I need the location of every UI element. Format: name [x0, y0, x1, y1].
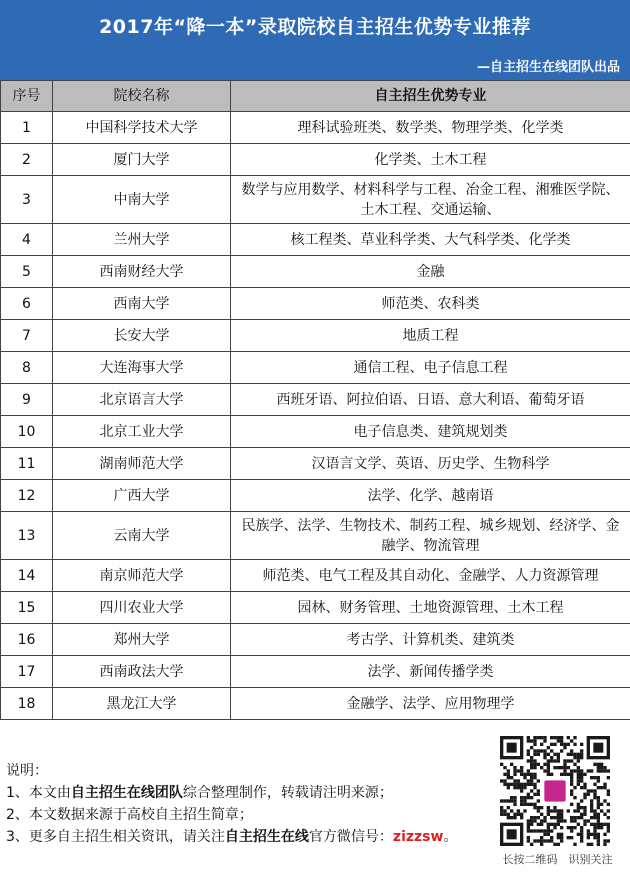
- school-name-cell: 西南政法大学: [53, 656, 231, 688]
- school-name-cell: 云南大学: [53, 512, 231, 560]
- note-3-text-mid: 官方微信号：: [308, 829, 393, 845]
- majors-cell: 地质工程: [231, 320, 630, 352]
- school-name-cell: 厦门大学: [53, 144, 231, 176]
- note-3-text-end: 。: [443, 829, 458, 845]
- school-name-cell: 湖南师范大学: [53, 448, 231, 480]
- table-row: [1, 256, 630, 288]
- table-row: [1, 352, 630, 384]
- table-row: [1, 320, 630, 352]
- table-row: [1, 624, 630, 656]
- notes-section: [6, 760, 476, 848]
- table-row: [1, 288, 630, 320]
- table-row: [1, 448, 630, 480]
- majors-cell: 西班牙语、阿拉伯语、日语、意大利语、葡萄牙语: [231, 384, 630, 416]
- row-number-cell: 9: [1, 384, 53, 416]
- note-1-text-end: 综合整理制作，转载请注明来源；: [182, 785, 393, 801]
- row-number-cell: 7: [1, 320, 53, 352]
- row-number-cell: 10: [1, 416, 53, 448]
- notes-heading: 说明：: [6, 763, 48, 779]
- school-name-cell: 中国科学技术大学: [53, 112, 231, 144]
- school-name-cell: 四川农业大学: [53, 592, 231, 624]
- row-number-cell: 13: [1, 512, 53, 560]
- table-row: [1, 224, 630, 256]
- school-name-cell: 中南大学: [53, 176, 231, 224]
- majors-cell: 汉语言文学、英语、历史学、生物科学: [231, 448, 630, 480]
- majors-cell: 考古学、计算机类、建筑类: [231, 624, 630, 656]
- row-number-cell: 2: [1, 144, 53, 176]
- school-name-cell: 西南财经大学: [53, 256, 231, 288]
- column-header-number: 序号: [1, 81, 53, 112]
- table-row: [1, 384, 630, 416]
- row-number-cell: 4: [1, 224, 53, 256]
- majors-table: [0, 80, 630, 720]
- table-row: [1, 688, 630, 720]
- row-number-cell: 3: [1, 176, 53, 224]
- school-name-cell: 长安大学: [53, 320, 231, 352]
- row-number-cell: 16: [1, 624, 53, 656]
- school-name-cell: 大连海事大学: [53, 352, 231, 384]
- majors-cell: 电子信息类、建筑规划类: [231, 416, 630, 448]
- majors-cell: 核工程类、草业科学类、大气科学类、化学类: [231, 224, 630, 256]
- row-number-cell: 17: [1, 656, 53, 688]
- row-number-cell: 11: [1, 448, 53, 480]
- note-1-team-name: 自主招生在线团队: [70, 785, 183, 801]
- majors-cell: 民族学、法学、生物技术、制药工程、城乡规划、经济学、金融学、物流管理: [231, 512, 630, 560]
- majors-cell: 园林、财务管理、土地资源管理、土木工程: [231, 592, 630, 624]
- table-row: [1, 144, 630, 176]
- majors-cell: 法学、化学、越南语: [231, 480, 630, 512]
- note-line-1: [6, 782, 476, 804]
- row-number-cell: 1: [1, 112, 53, 144]
- note-line-3: [6, 826, 476, 848]
- table-header-row: [1, 81, 630, 112]
- majors-cell: 理科试验班类、数学类、物理学类、化学类: [231, 112, 630, 144]
- majors-cell: 师范类、电气工程及其自动化、金融学、人力资源管理: [231, 560, 630, 592]
- school-name-cell: 北京语言大学: [53, 384, 231, 416]
- note-3-brand-name: 自主招生在线: [224, 829, 309, 845]
- school-name-cell: 广西大学: [53, 480, 231, 512]
- school-name-cell: 郑州大学: [53, 624, 231, 656]
- school-name-cell: 北京工业大学: [53, 416, 231, 448]
- school-name-cell: 黑龙江大学: [53, 688, 231, 720]
- school-name-cell: 西南大学: [53, 288, 231, 320]
- table-row: [1, 656, 630, 688]
- school-name-cell: 南京师范大学: [53, 560, 231, 592]
- column-header-school: 院校名称: [53, 81, 231, 112]
- row-number-cell: 5: [1, 256, 53, 288]
- column-header-majors: 自主招生优势专业: [231, 81, 630, 112]
- table-row: [1, 560, 630, 592]
- majors-cell: 法学、新闻传播学类: [231, 656, 630, 688]
- majors-cell: 师范类、农科类: [231, 288, 630, 320]
- table-row: [1, 176, 630, 224]
- table-row: [1, 112, 630, 144]
- row-number-cell: 15: [1, 592, 53, 624]
- table-row: [1, 592, 630, 624]
- page-title: 2017年“降一本”录取院校自主招生优势专业推荐: [99, 16, 531, 38]
- table-body: [1, 112, 630, 720]
- page-subtitle: —自主招生在线团队出品: [476, 60, 620, 75]
- qr-code-icon[interactable]: [500, 736, 610, 846]
- row-number-cell: 14: [1, 560, 53, 592]
- school-name-cell: 兰州大学: [53, 224, 231, 256]
- row-number-cell: 8: [1, 352, 53, 384]
- table-row: [1, 512, 630, 560]
- row-number-cell: 12: [1, 480, 53, 512]
- majors-cell: 通信工程、电子信息工程: [231, 352, 630, 384]
- header-banner: [0, 0, 630, 80]
- wechat-id: zizzsw: [392, 829, 444, 845]
- qr-caption: 长按二维码 识别关注: [502, 853, 613, 866]
- table-row: [1, 416, 630, 448]
- note-1-text: 1、本文由: [6, 785, 71, 801]
- row-number-cell: 18: [1, 688, 53, 720]
- majors-cell: 金融: [231, 256, 630, 288]
- row-number-cell: 6: [1, 288, 53, 320]
- note-line-2: 2、本文数据来源于高校自主招生简章；: [6, 807, 253, 823]
- note-3-text: 3、更多自主招生相关资讯，请关注: [6, 829, 225, 845]
- table-row: [1, 480, 630, 512]
- majors-cell: 金融学、法学、应用物理学: [231, 688, 630, 720]
- majors-cell: 数学与应用数学、材料科学与工程、冶金工程、湘雅医学院、土木工程、交通运输、: [231, 176, 630, 224]
- majors-cell: 化学类、土木工程: [231, 144, 630, 176]
